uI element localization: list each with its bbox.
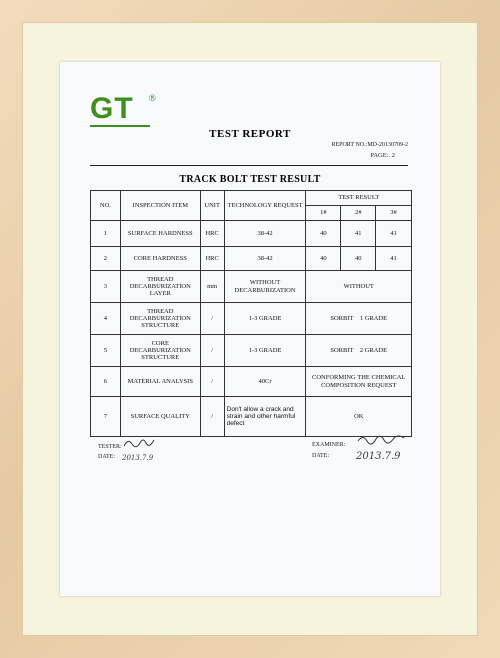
row-item: CORE HARDNESS xyxy=(120,247,200,271)
test-report-document xyxy=(60,62,440,596)
row-tech: 1-3 GRADE xyxy=(224,335,306,367)
examiner-label: EXAMINER: xyxy=(312,442,346,448)
row-item: THREAD DECARBURIZATION LAYER xyxy=(120,271,200,303)
row-unit: HRC xyxy=(200,247,224,271)
row-result: SORBIT 2 GRADE xyxy=(306,335,412,367)
header-inspection-item: INSPECTION ITEM xyxy=(120,191,200,221)
table-row xyxy=(91,303,412,335)
table-row xyxy=(91,335,412,367)
page-number: PAGE:. 2 xyxy=(370,152,395,159)
row-tech: 40Cr xyxy=(224,367,306,397)
row-unit: / xyxy=(200,397,224,437)
row-result-2: 40 xyxy=(341,247,376,271)
row-no: 1 xyxy=(91,221,121,247)
table-row xyxy=(91,247,412,271)
tester-date-label: DATE: xyxy=(98,454,115,460)
examiner-date: 2013.7.9 xyxy=(356,451,401,462)
report-title: TEST REPORT xyxy=(209,128,291,140)
section-title: TRACK BOLT TEST RESULT xyxy=(179,174,321,185)
row-unit: / xyxy=(200,335,224,367)
report-number: REPORT NO.:MD-20130709-2 xyxy=(331,142,408,148)
row-result-1: 40 xyxy=(306,247,341,271)
header-technology-request: TECHNOLOGY REQUEST xyxy=(224,191,306,221)
row-item: THREAD DECARBURIZATION STRUCTURE xyxy=(120,303,200,335)
header-result-1: 1# xyxy=(306,206,341,221)
row-tech: 38-42 xyxy=(224,247,306,271)
row-no: 4 xyxy=(91,303,121,335)
row-result: SORBIT 1 GRADE xyxy=(306,303,412,335)
row-no: 5 xyxy=(91,335,121,367)
row-tech: Don't allow a crack and strain and other harmful defect xyxy=(224,397,306,437)
company-logo: GT xyxy=(90,92,134,125)
row-unit: / xyxy=(200,367,224,397)
table-row xyxy=(91,271,412,303)
row-tech: 38-42 xyxy=(224,221,306,247)
tester-signature xyxy=(122,437,158,451)
header-result-3: 3# xyxy=(376,206,412,221)
row-result-3: 41 xyxy=(376,247,412,271)
row-result-3: 41 xyxy=(376,221,412,247)
row-unit: mm xyxy=(200,271,224,303)
logo-underline xyxy=(90,125,150,127)
row-unit: / xyxy=(200,303,224,335)
table-row xyxy=(91,397,412,437)
row-result-2: 41 xyxy=(341,221,376,247)
header-rule xyxy=(90,165,408,166)
row-no: 3 xyxy=(91,271,121,303)
row-item: MATERIAL ANALYSIS xyxy=(120,367,200,397)
row-no: 2 xyxy=(91,247,121,271)
row-item: CORE DECARBURIZATION STRUCTURE xyxy=(120,335,200,367)
tester-date: 2013.7.9 xyxy=(122,454,154,462)
row-result: OK xyxy=(306,397,412,437)
header-unit: UNIT xyxy=(200,191,224,221)
results-table xyxy=(90,190,412,437)
row-item: SURFACE QUALITY xyxy=(120,397,200,437)
row-result: CONFORMING THE CHEMICAL COMPOSITION REQUEST xyxy=(306,367,412,397)
table-row xyxy=(91,221,412,247)
registered-mark: ® xyxy=(149,93,156,103)
row-no: 6 xyxy=(91,367,121,397)
tester-label: TESTER: xyxy=(98,444,122,450)
header-result-2: 2# xyxy=(341,206,376,221)
row-unit: HRC xyxy=(200,221,224,247)
header-test-result: TEST RESULT xyxy=(306,191,412,206)
row-no: 7 xyxy=(91,397,121,437)
examiner-date-label: DATE: xyxy=(312,453,329,459)
row-tech: WITHOUT DECARBURIZATION xyxy=(224,271,306,303)
examiner-signature xyxy=(356,433,408,447)
row-tech: 1-3 GRADE xyxy=(224,303,306,335)
row-result-1: 40 xyxy=(306,221,341,247)
table-row xyxy=(91,367,412,397)
row-item: SURFACE HARDNESS xyxy=(120,221,200,247)
row-result: WITHOUT xyxy=(306,271,412,303)
header-no: NO. xyxy=(91,191,121,221)
